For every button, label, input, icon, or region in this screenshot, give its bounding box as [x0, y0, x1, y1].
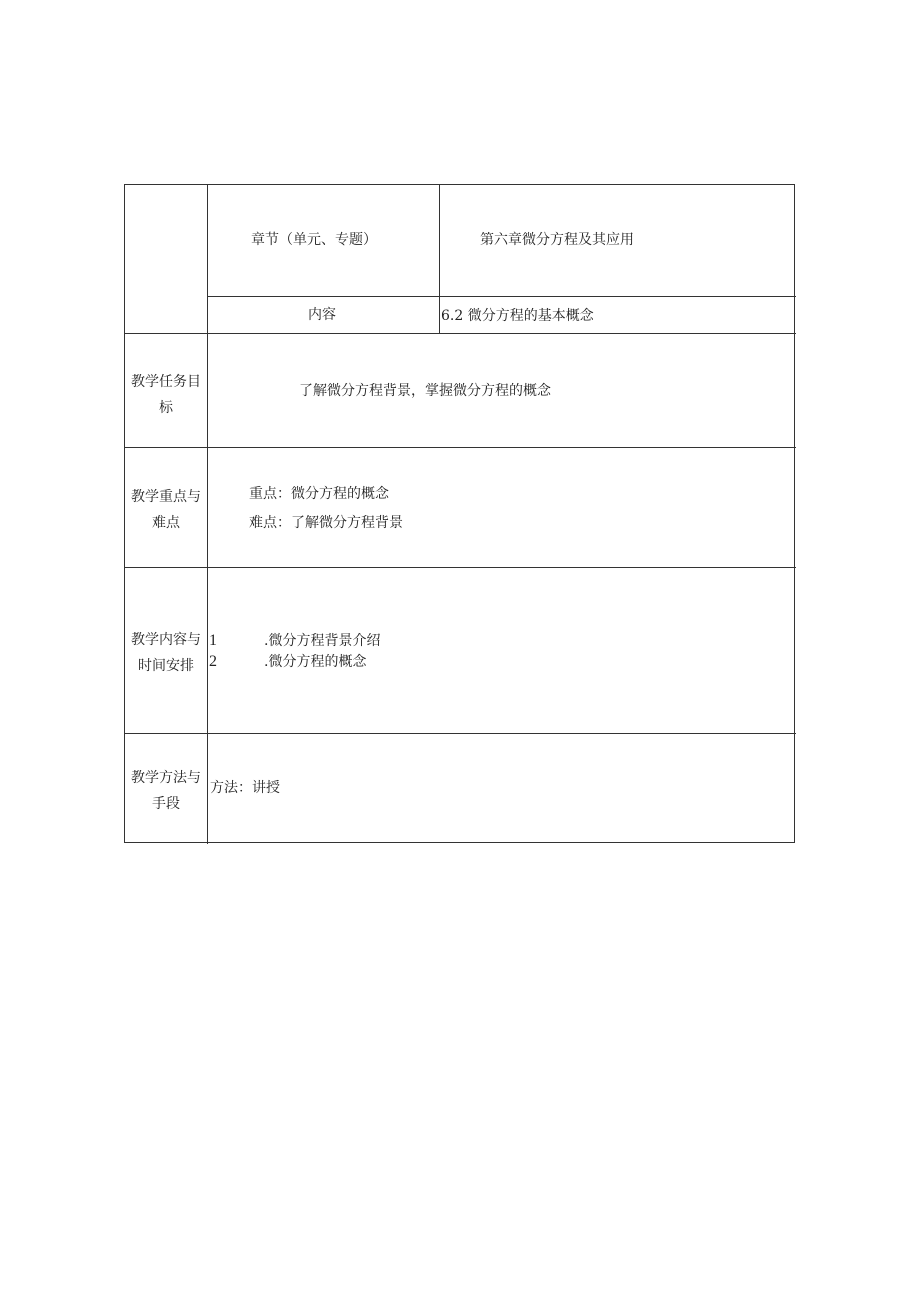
- methods-text: 方法：讲授: [210, 780, 280, 796]
- schedule-item-number: 1: [209, 632, 217, 649]
- row-divider: [125, 733, 796, 734]
- content-schedule-label: 教学内容与时间安排: [131, 632, 201, 674]
- row-divider: [125, 567, 796, 568]
- row-divider: [125, 333, 796, 334]
- column-divider: [207, 185, 208, 844]
- chapter-label: 章节（单元、专题）: [251, 232, 377, 248]
- lesson-plan-table: [124, 184, 795, 843]
- methods-label: 教学方法与手段: [131, 770, 201, 812]
- chapter-value: 第六章微分方程及其应用: [480, 232, 634, 248]
- key-points-label: 教学重点与难点: [131, 489, 201, 531]
- schedule-item-text: .微分方程背景介绍: [264, 633, 381, 649]
- content-value: 6.2 微分方程的基本概念: [441, 308, 594, 324]
- column-divider: [439, 296, 440, 334]
- content-label: 内容: [308, 307, 336, 323]
- schedule-item-number: 2: [209, 653, 217, 670]
- objectives-label: 教学任务目标: [131, 374, 201, 416]
- difficulty-text: 难点：了解微分方程背景: [249, 515, 403, 531]
- row-divider: [208, 296, 796, 297]
- row-divider: [125, 447, 796, 448]
- objectives-text: 了解微分方程背景，掌握微分方程的概念: [299, 383, 551, 399]
- schedule-item-text: .微分方程的概念: [264, 654, 367, 670]
- focus-text: 重点：微分方程的概念: [249, 486, 389, 502]
- column-divider: [439, 185, 440, 297]
